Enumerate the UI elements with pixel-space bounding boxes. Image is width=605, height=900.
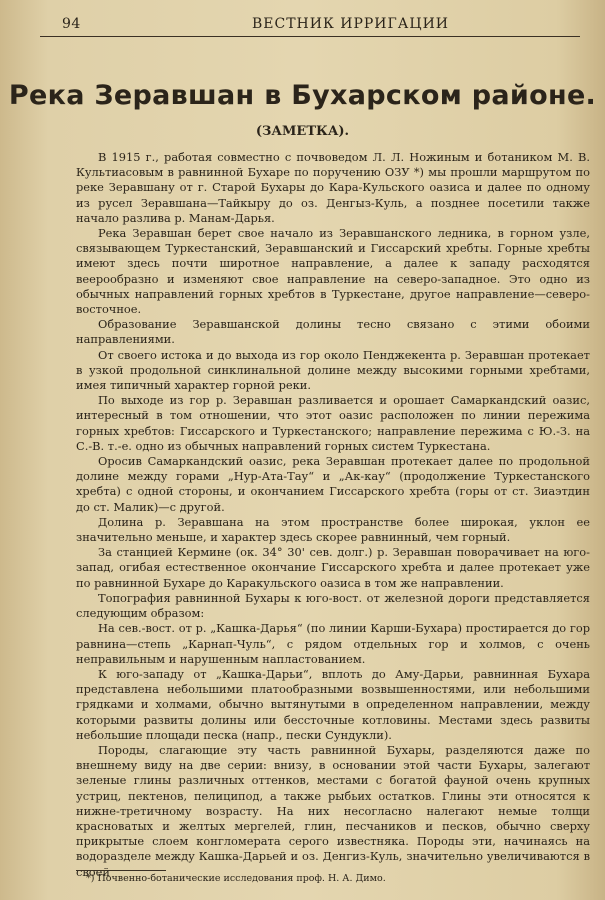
footnote: *) Почвенно-ботанические исследования проф. Н. А. Димо. — [86, 873, 386, 884]
paragraph: От своего истока и до выхода из гор около Пенджекента р. Зеравшан протекает в узкой продольной синклинальной долине между высокими горными хребтами, имея типичный характер горной реки. — [76, 347, 590, 393]
paragraph: Образование Зеравшанской долины тесно связано с этими обоими направлениями. — [76, 317, 590, 347]
article-title: Река Зеравшан в Бухарском районе. — [8, 80, 597, 111]
paragraph: Оросив Самаркандский оазис, река Зеравшан протекает далее по продольной долине между горами „Нур-Ата-Тау“ и „Ак-кау“ (продолжение Туркестанского хребта) с одной стороны, и окончанием Гиссарского хребта (горы от ст. Зиаэтдин до ст. Малик)—с другой. — [76, 454, 590, 514]
paragraph: За станцией Кермине (ок. 34° 30' сев. долг.) р. Зеравшан поворачивает на юго-запад, огибая естественное окончание Гиссарского хребта и далее протекает уже по равнинной Бухаре до Каракульского оазиса в том же направлении. — [76, 545, 590, 590]
journal-title: ВЕСТНИК ИРРИГАЦИИ — [252, 16, 450, 32]
paragraph: По выходе из гор р. Зеравшан разливается и орошает Самаркандский оазис, интересный в том отношении, что этот оазис расположен по линии пережима горных хребтов: Гиссарского и Туркестанского; направление пережима с Ю.-З. на С.-В. т.-е. одно из обычных направлений горных систем Туркестана. — [76, 393, 590, 453]
paragraph: В 1915 г., работая совместно с почвоведом Л. Л. Ножиным и ботаником М. В. Культиасовым в равнинной Бухаре по поручению ОЗУ *) мы прошли маршрутом по реке Зеравшану от г. Старой Бухары до Кара-Кульского оазиса и далее по одному из русел Зеравшана—Тайкыру до оз. Денгыз-Куль, а позднее посетили также начало разлива р. Манам-Дарья. — [76, 150, 590, 225]
article-subtitle: (ЗАМЕТКА). — [255, 124, 350, 139]
paragraph: На сев.-вост. от р. „Кашка-Дарья“ (по линии Карши-Бухара) простирается до гор равнина—степь „Карнап-Чуль“, с рядом отдельных гор и холмов, с очень неправильным и нарушенным напластованием. — [76, 621, 590, 666]
article-body — [76, 150, 590, 880]
running-head — [40, 14, 580, 37]
paragraph: К юго-западу от „Кашка-Дарьи“, вплоть до Аму-Дарьи, равнинная Бухара представлена небольшими платообразными возвышенностями, или небольшими грядками и холмами, обычно вытянутыми в определенном направлении, между которыми развиты долины или бессточные котловины. Местами здесь развиты небольшие площади песка (напр., пески Сундукли). — [76, 666, 590, 742]
paragraph: Топография равнинной Бухары к юго-вост. от железной дороги представляется следующим образом: — [76, 590, 590, 621]
page-number: 94 — [62, 16, 81, 32]
paragraph: Породы, слагающие эту часть равнинной Бухары, разделяются даже по внешнему виду на две серии: внизу, в основании этой части Бухары, залегают зеленые глины различных оттенков, местами с богатой фауной очень крупных устриц, пектенов, пелиципод, а также рыбьих остатков. Глины эти относятся к нижне-третичному возрасту. На них несогласно налегают немые толщи красноватых и желтых мергелей, глин, песчаников и песков, обычно сверху прикрытые слоем конгломерата серого известняка. Породы эти, начинаясь на водоразделе между Кашка-Дарьей и оз. Денгиз-Куль, значительно увеличиваются в своей — [76, 742, 590, 879]
paragraph: Река Зеравшан берет свое начало из Зеравшанского ледника, в горном узле, связывающем Туркестанский, Зеравшанский и Гиссарский хребты. Горные хребты имеют здесь почти широтное направление, а далее к западу расходятся веерообразно и изменяют свое направление на северо-западное. Это одно из обычных направлений горных хребтов в Туркестане, другое направление—северо-восточное. — [76, 226, 590, 317]
footnote-divider — [76, 870, 166, 871]
paragraph: Долина р. Зеравшана на этом пространстве более широкая, уклон ее значительно меньше, и характер здесь скорее равнинный, чем горный. — [76, 514, 590, 545]
